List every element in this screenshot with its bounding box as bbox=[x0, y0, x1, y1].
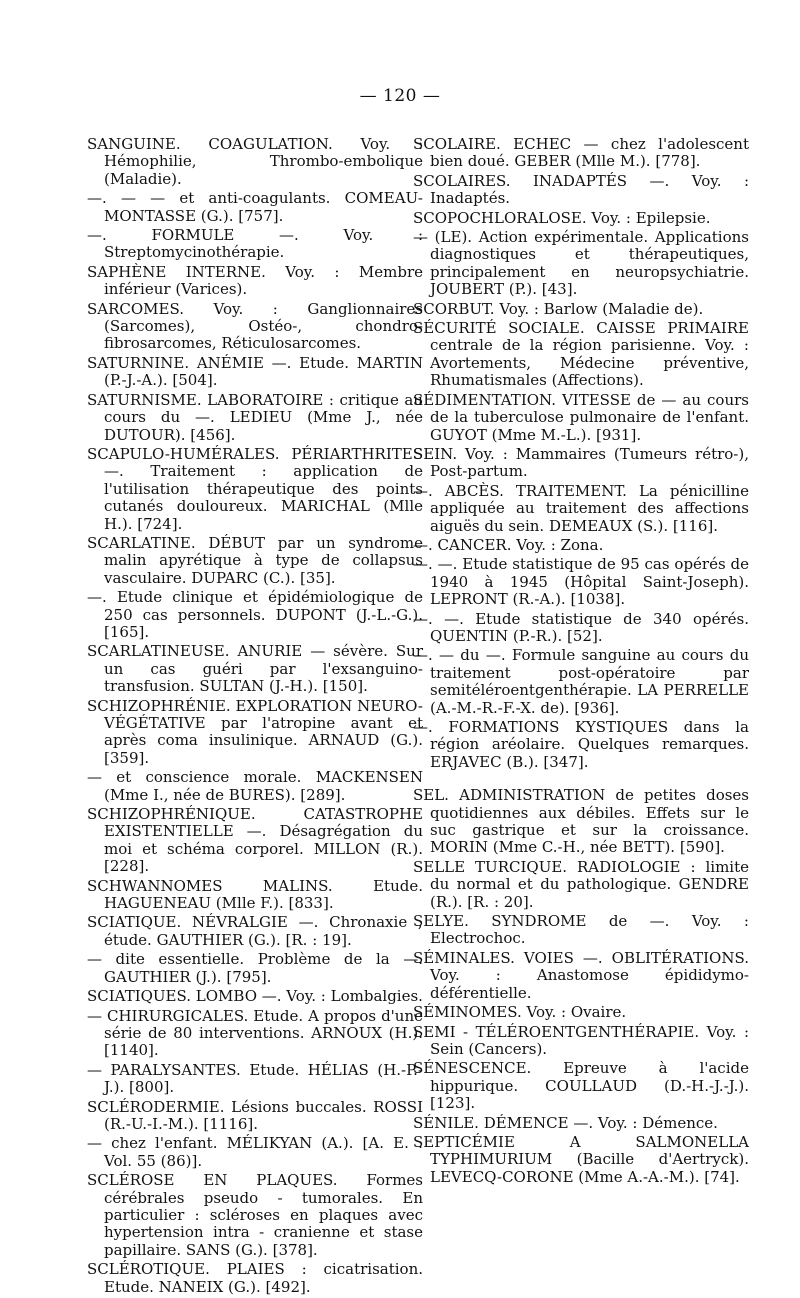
index-entry: SÉMINALES. VOIES —. OBLITÉRATIONS. Voy. : Anastomose épididymo-déférentielle. bbox=[413, 948, 749, 1002]
index-entry: SCIATIQUES. LOMBO —. Voy. : Lombalgies. bbox=[87, 987, 423, 1006]
index-entry: — chez l'enfant. MÉLIKYAN (A.). [A. E. : Vol. 55 (86)]. bbox=[87, 1134, 423, 1170]
index-entry: —. Etude clinique et épidémiologique de 250 cas personnels. DUPONT (J.-L.-G.). [165]. bbox=[87, 588, 423, 641]
index-entry: SCARLATINEUSE. ANURIE — sévère. Sur un cas guéri par l'exsanguino-transfusion. SULTAN (J.-H.). [150]. bbox=[87, 642, 423, 696]
index-entry: SATURNINE. ANÉMIE —. Etude. MARTIN (P.-J.-A.). [504]. bbox=[87, 353, 423, 390]
index-entry: SÉNILE. DÉMENCE —. Voy. : Démence. bbox=[413, 1113, 718, 1132]
index-entry: SATURNISME. LABORATOIRE : critique au cours du —. LEDIEU (Mme J., née DUTOUR). [456]. bbox=[87, 390, 423, 444]
index-entry: SCLÉROSE EN PLAQUES. Formes cérébrales pseudo - tumorales. En particulier : scléroses en plaques avec hypertension intra - cranienne et stase papillaire. SANS (G.). [378]. bbox=[87, 1171, 423, 1259]
index-entry: SCHIZOPHRÉNIQUE. CATASTROPHE EXISTENTIELLE —. Désagrégation du moi et schéma corporel. MILLON (R.). [228]. bbox=[87, 805, 423, 876]
index-entry: SCAPULO-HUMÉRALES. PÉRIARTHRITES —. Traitement : application de l'utilisation thérapeutique des points cutanés douloureux. MARICHAL (Mlle H.). [724]. bbox=[87, 444, 423, 533]
spacer bbox=[413, 773, 749, 787]
index-entry: —. —. Etude statistique de 340 opérés. QUENTIN (P.-R.). [52]. bbox=[413, 609, 749, 645]
index-entry: —. CANCER. Voy. : Zona. bbox=[413, 535, 604, 554]
left-column bbox=[87, 136, 423, 1298]
index-entry: SEL. ADMINISTRATION de petites doses quotidiennes aux débiles. Effets sur le suc gastrique et sur la croissance. MORIN (Mme C.-H., née BETT). [590]. bbox=[413, 786, 749, 857]
index-entry: — PARALYSANTES. Etude. HÉLIAS (H.-P.-J.). [800]. bbox=[87, 1060, 423, 1097]
index-entry: SCIATIQUE. NÉVRALGIE —. Chronaxie ; étude. GAUTHIER (G.). [R. : 19]. bbox=[87, 913, 423, 949]
page-number: — 120 — bbox=[359, 86, 441, 106]
right-column bbox=[413, 136, 749, 1188]
index-entry: SEIN. Voy. : Mammaires (Tumeurs rétro-), Post-partum. bbox=[413, 444, 749, 481]
index-entry: SELYE. SYNDROME de —. Voy. : Electrochoc. bbox=[413, 912, 749, 948]
index-entry: SCOLAIRES. INADAPTÉS —. Voy. : Inadaptés. bbox=[413, 171, 749, 208]
index-entry: —. ABCÈS. TRAITEMENT. La pénicilline appliquée au traitement des affections aiguës du sein. DEMEAUX (S.). [116]. bbox=[413, 481, 749, 535]
index-entry: —. — — et anti-coagulants. COMEAU-MONTASSE (G.). [757]. bbox=[87, 189, 423, 225]
index-entry: — (LE). Action expérimentale. Applications diagnostiques et thérapeutiques, principalement en neuropsychiatrie. JOUBERT (P.). [43]. bbox=[413, 228, 749, 299]
index-entry: SEPTICÉMIE A SALMONELLA TYPHIMURIUM (Bacille d'Aertryck). LEVECQ-CORONE (Mme A.-A.-M.). [74]. bbox=[413, 1132, 749, 1186]
index-entry: SÉDIMENTATION. VITESSE de — au cours de la tuberculose pulmonaire de l'enfant. GUYOT (Mme M.-L.). [931]. bbox=[413, 390, 749, 444]
index-entry: SCORBUT. Voy. : Barlow (Maladie de). bbox=[413, 299, 704, 318]
index-entry: SELLE TURCIQUE. RADIOLOGIE : limite du normal et du pathologique. GENDRE (R.). [R. : 20]. bbox=[413, 857, 749, 911]
index-entry: SAPHÈNE INTERNE. Voy. : Membre inférieur (Varices). bbox=[87, 262, 423, 299]
index-entry: SARCOMES. Voy. : Ganglionnaires (Sarcomes), Ostéo-, chondro- fibrosarcomes, Réticulosarcomes. bbox=[87, 299, 423, 353]
index-entry: SEMI - TÉLÉROENTGENTHÉRAPIE. Voy. : Sein (Cancers). bbox=[413, 1022, 749, 1058]
index-entry: — et conscience morale. MACKENSEN (Mme I., née de BURES). [289]. bbox=[87, 768, 423, 804]
index-entry: —. — du —. Formule sanguine au cours du traitement post-opératoire par semitéléroentgenthérapie. LA PERRELLE (A.-M.-R.-F.-X. de). [936]. bbox=[413, 646, 749, 717]
index-entry: —. —. Etude statistique de 95 cas opérés de 1940 à 1945 (Hôpital Saint-Joseph). LEPRONT (R.-A.). [1038]. bbox=[413, 555, 749, 609]
index-entry: SANGUINE. COAGULATION. Voy. : Hémophilie, Thrombo-embolique (Maladie). bbox=[87, 135, 423, 188]
index-entry: SCHIZOPHRÉNIE. EXPLORATION NEURO-VÉGÉTATIVE par l'atropine avant et après coma insulinique. ARNAUD (G.). [359]. bbox=[87, 696, 423, 767]
index-entry: SCLÉRODERMIE. Lésions buccales. ROSSI (R.-U.-I.-M.). [1116]. bbox=[87, 1097, 423, 1133]
index-entry: —. FORMATIONS KYSTIQUES dans la région aréolaire. Quelques remarques. ERJAVEC (B.). [347]. bbox=[413, 718, 749, 771]
index-entry: SCLÉROTIQUE. PLAIES : cicatrisation. Etude. NANEIX (G.). [492]. bbox=[87, 1260, 423, 1296]
index-entry: SCOPOCHLORALOSE. Voy. : Epilepsie. bbox=[413, 208, 711, 227]
index-entry: SÉMINOMES. Voy. : Ovaire. bbox=[413, 1003, 627, 1022]
index-entry: SÉNESCENCE. Epreuve à l'acide hippurique. COULLAUD (D.-H.-J.-J.). [123]. bbox=[413, 1059, 749, 1113]
index-entry: SCARLATINE. DÉBUT par un syndrome malin apyrétique à type de collapsus vasculaire. DUPARC (C.). [35]. bbox=[87, 533, 423, 587]
index-entry: SCHWANNOMES MALINS. Etude. HAGUENEAU (Mlle F.). [833]. bbox=[87, 876, 423, 913]
index-entry: SÉCURITÉ SOCIALE. CAISSE PRIMAIRE centrale de la région parisienne. Voy. : Avortements, Médecine préventive, Rhumatismales (Affections). bbox=[413, 319, 749, 390]
index-entry: SCOLAIRE. ECHEC — chez l'adolescent bien doué. GEBER (Mlle M.). [778]. bbox=[413, 135, 749, 171]
index-entry: — CHIRURGICALES. Etude. A propos d'une série de 80 interventions. ARNOUX (H.). [1140]. bbox=[87, 1006, 423, 1060]
index-entry: — dite essentielle. Problème de la —. GAUTHIER (J.). [795]. bbox=[87, 950, 423, 986]
index-entry: —. FORMULE —. Voy. : Streptomycinothérapie. bbox=[87, 226, 423, 262]
